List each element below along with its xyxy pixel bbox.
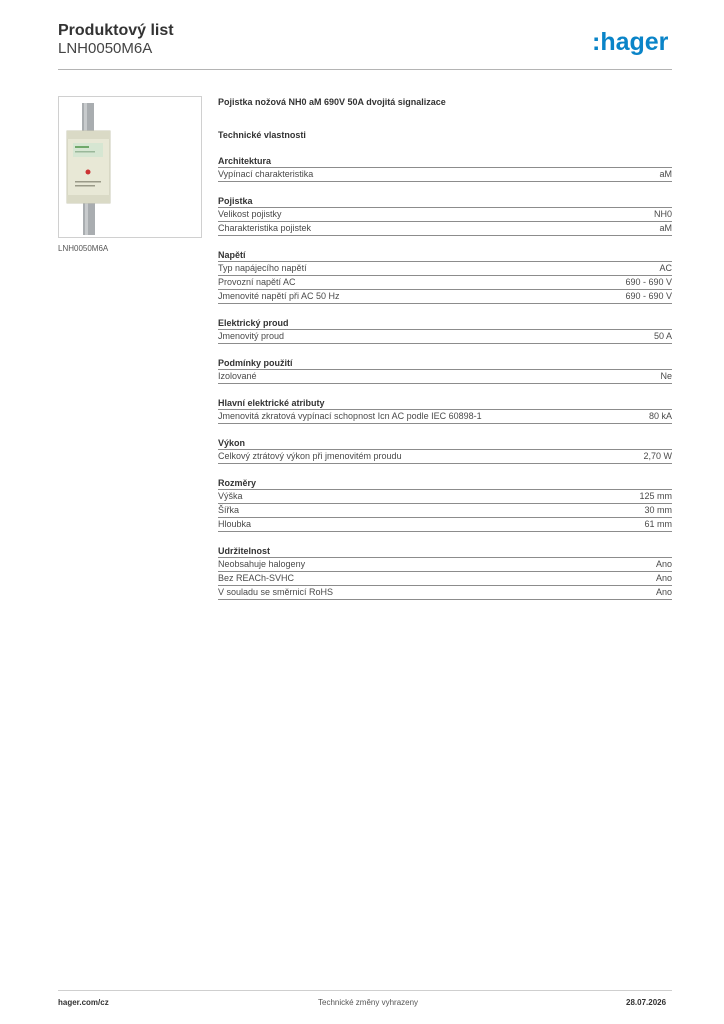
section-title: Rozměry xyxy=(218,477,672,490)
spec-section xyxy=(218,155,672,182)
spec-label: Jmenovité napětí při AC 50 Hz xyxy=(218,291,340,301)
hager-logo xyxy=(592,27,676,57)
footer-divider xyxy=(58,990,672,991)
spec-label: Izolované xyxy=(218,371,257,381)
spec-label: Bez REACh-SVHC xyxy=(218,573,295,583)
section-title: Pojistka xyxy=(218,195,672,208)
spec-row xyxy=(218,586,672,600)
spec-label: V souladu se směrnicí RoHS xyxy=(218,587,334,597)
spec-value: aM xyxy=(659,223,672,233)
spec-section xyxy=(218,545,672,600)
page-title: Produktový list xyxy=(58,22,174,39)
spec-value: AC xyxy=(659,263,672,273)
spec-row xyxy=(218,330,672,344)
spec-label: Vypínací charakteristika xyxy=(218,169,314,179)
spec-label: Šířka xyxy=(218,505,240,515)
spec-row xyxy=(218,450,672,464)
tech-properties-heading: Technické vlastnosti xyxy=(218,130,306,140)
spec-value: 50 A xyxy=(653,331,672,341)
spec-value: 61 mm xyxy=(644,519,672,529)
spec-value: 125 mm xyxy=(639,491,672,501)
footer-note: Technické změny vyhrazeny xyxy=(318,998,419,1007)
spec-label: Neobsahuje halogeny xyxy=(218,559,306,569)
footer-website[interactable]: hager.com/cz xyxy=(58,998,109,1007)
spec-row xyxy=(218,558,672,572)
spec-label: Charakteristika pojistek xyxy=(218,223,312,233)
spec-label: Celkový ztrátový výkon při jmenovitém proudu xyxy=(218,451,402,461)
image-caption: LNH0050M6A xyxy=(58,244,109,253)
spec-value: Ano xyxy=(655,559,672,569)
spec-value: 690 - 690 V xyxy=(625,277,672,287)
spec-label: Jmenovitý proud xyxy=(218,331,285,341)
spec-row xyxy=(218,518,672,532)
spec-label: Hloubka xyxy=(218,519,252,529)
spec-row xyxy=(218,290,672,304)
spec-label: Jmenovitá zkratová vypínací schopnost Icn AC podle IEC 60898-1 xyxy=(218,411,482,421)
section-title: Hlavní elektrické atributy xyxy=(218,397,672,410)
product-image xyxy=(58,96,202,238)
spec-row xyxy=(218,168,672,182)
spec-value: Ne xyxy=(660,371,672,381)
spec-section xyxy=(218,249,672,304)
spec-section xyxy=(218,317,672,344)
spec-row xyxy=(218,490,672,504)
spec-label: Velikost pojistky xyxy=(218,209,282,219)
section-title: Udržitelnost xyxy=(218,545,672,558)
spec-value: aM xyxy=(659,169,672,179)
spec-section xyxy=(218,357,672,384)
spec-section xyxy=(218,477,672,532)
spec-value: Ano xyxy=(655,573,672,583)
footer-date: 28.07.2026 xyxy=(626,998,667,1007)
spec-row xyxy=(218,410,672,424)
section-title: Podmínky použití xyxy=(218,357,672,370)
spec-value: 80 kA xyxy=(648,411,672,421)
spec-row xyxy=(218,572,672,586)
spec-value: NH0 xyxy=(653,209,672,219)
spec-section xyxy=(218,195,672,236)
spec-value: 2,70 W xyxy=(643,451,672,461)
spec-row xyxy=(218,222,672,236)
header-divider xyxy=(58,69,672,70)
spec-content xyxy=(218,96,672,600)
section-title: Výkon xyxy=(218,437,672,450)
spec-value: 30 mm xyxy=(644,505,672,515)
spec-value: Ano xyxy=(655,587,672,597)
spec-row xyxy=(218,504,672,518)
spec-row xyxy=(218,276,672,290)
spec-sections xyxy=(218,155,672,600)
spec-row xyxy=(218,262,672,276)
section-title: Elektrický proud xyxy=(218,317,672,330)
section-title: Napětí xyxy=(218,249,672,262)
spec-value: 690 - 690 V xyxy=(625,291,672,301)
product-description: Pojistka nožová NH0 aM 690V 50A dvojitá signalizace xyxy=(218,97,446,107)
spec-label: Provozní napětí AC xyxy=(218,277,296,287)
logo-text: :hager xyxy=(592,28,669,56)
spec-label: Výška xyxy=(218,491,243,501)
spec-row xyxy=(218,370,672,384)
fuse-icon xyxy=(59,97,201,237)
spec-label: Typ napájecího napětí xyxy=(218,263,307,273)
section-title: Architektura xyxy=(218,155,672,168)
spec-section xyxy=(218,437,672,464)
spec-section xyxy=(218,397,672,424)
spec-row xyxy=(218,208,672,222)
product-code: LNH0050M6A xyxy=(58,40,153,57)
